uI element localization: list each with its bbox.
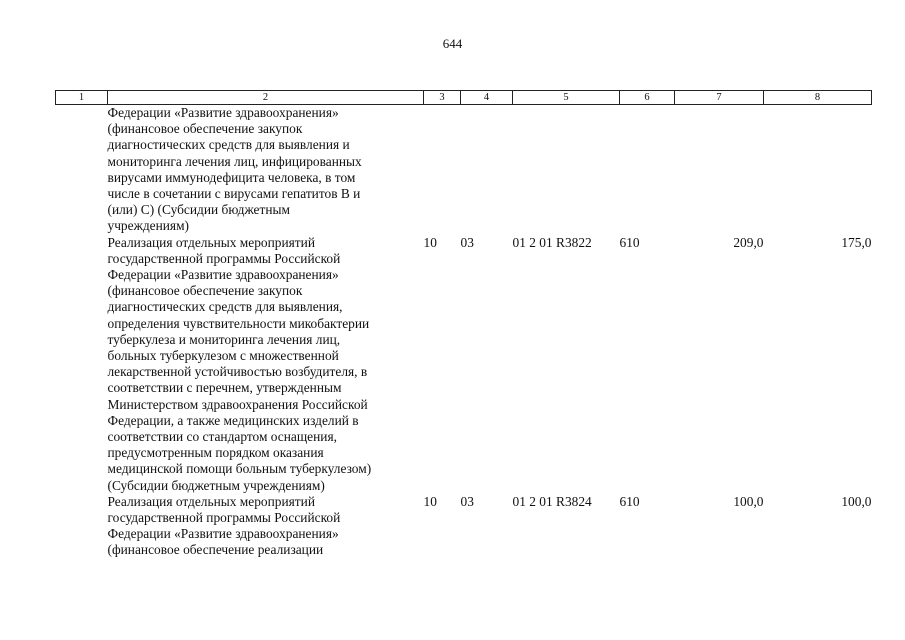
cell-amount-2: 175,0 [841, 234, 872, 250]
cell-expense-type [620, 105, 675, 235]
cell-name: Реализация отдельных мероприятий государственной программы Российской Федерации «Развитие здравоохранения» (финансовое обеспечение закупок диагностических средств для выявления, определения чувствительности микобактерии туберкулеза и мониторинга лечения лиц, больных туберкулезом с множественной лекарственной устойчивостью возбудителя, в соответствии с перечнем, утвержденным Министерством здравоохранения Российской Федерации, а также медицинских изделий в соответствии со стандартом оснащения, предусмотренным порядком оказания медицинской помощи больным туберкулезом) (Субсидии бюджетным учреждениям) [107, 234, 372, 493]
table-row [56, 105, 872, 235]
cell-name: Реализация отдельных мероприятий государственной программы Российской Федерации «Развитие здравоохранения» (финансовое обеспечение реализации [107, 493, 341, 558]
column-number-1: 1 [56, 91, 108, 105]
column-number-3: 3 [424, 91, 461, 105]
column-number-6: 6 [620, 91, 675, 105]
cell-target-article: 01 2 01 R3822 [512, 234, 592, 250]
budget-table [55, 90, 872, 559]
page-number: 644 [442, 36, 463, 51]
cell-amount-1: 100,0 [733, 493, 764, 509]
column-number-2: 2 [108, 91, 424, 105]
column-number-5: 5 [513, 91, 620, 105]
cell-subsection [461, 105, 513, 235]
table-row [56, 235, 872, 494]
cell-expense-type: 610 [619, 234, 640, 250]
cell-amount-1 [675, 105, 764, 235]
column-number-8: 8 [764, 91, 872, 105]
cell-amount-1: 209,0 [733, 234, 764, 250]
cell-amount-2: 100,0 [841, 493, 872, 509]
column-number-7: 7 [675, 91, 764, 105]
cell-subsection: 03 [460, 493, 474, 509]
cell-amount-2 [764, 105, 872, 235]
column-number-4: 4 [461, 91, 513, 105]
cell-section: 10 [423, 493, 437, 509]
cell-subsection: 03 [460, 234, 474, 250]
cell-code [56, 494, 108, 559]
cell-target-article [513, 105, 620, 235]
cell-code [56, 105, 108, 235]
cell-target-article: 01 2 01 R3824 [512, 493, 592, 509]
column-number-row [56, 91, 872, 105]
table-row [56, 494, 872, 559]
cell-code [56, 235, 108, 494]
cell-section: 10 [423, 234, 437, 250]
cell-expense-type: 610 [619, 493, 640, 509]
cell-section [424, 105, 461, 235]
cell-name: Федерации «Развитие здравоохранения» (финансовое обеспечение закупок диагностических средств для выявления и мониторинга лечения лиц, инфицированных вирусами иммунодефицита человека, в том числе в сочетании с вирусами гепатитов В и (или) С) (Субсидии бюджетным учреждениям) [107, 105, 362, 234]
